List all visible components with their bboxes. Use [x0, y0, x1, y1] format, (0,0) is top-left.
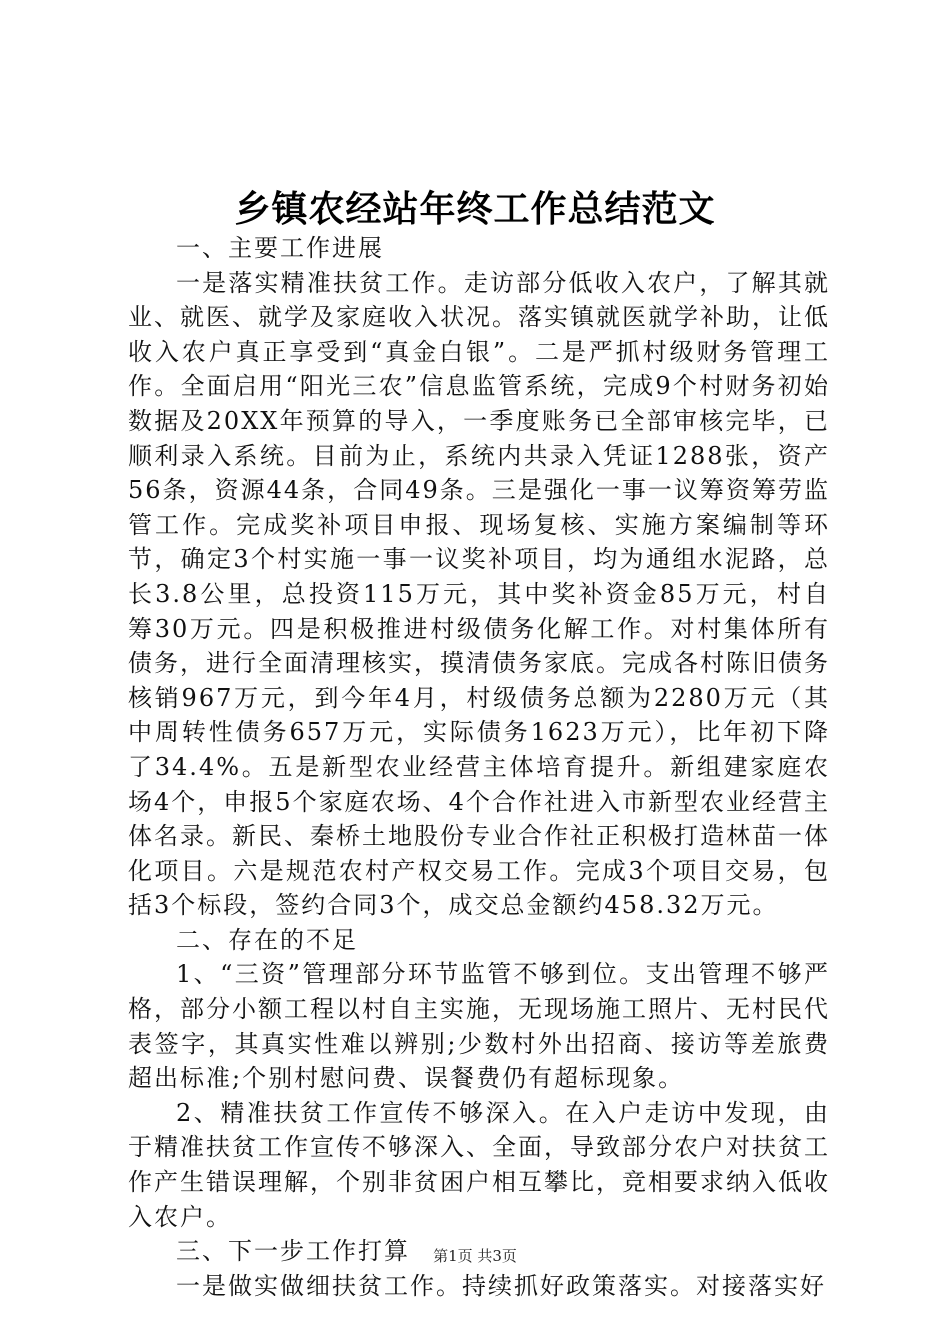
section-heading-progress: 一、主要工作进展	[176, 234, 384, 262]
paragraph-progress-details: 一是落实精准扶贫工作。走访部分低收入农户，了解其就业、就医、就学及家庭收入状况。落实镇就医就学补助，让低收入农户真正享受到“真金白银”。二是严抓村级财务管理工作。全面启用“阳光三农”信息监管系统，完成9个村财务初始数据及20XX年预算的导入，一季度账务已全部审核完毕，已顺利录入系统。目前为止，系统内共录入凭证1288张，资产56条，资源44条，合同49条。三是强化一事一议筹资筹劳监管工作。完成奖补项目申报、现场复核、实施方案编制等环节，确定3个村实施一事一议奖补项目，均为通组水泥路，总长3.8公里，总投资115万元，其中奖补资金85万元，村自筹30万元。四是积极推进村级债务化解工作。对村集体所有债务，进行全面清理核实，摸清债务家底。完成各村陈旧债务核销967万元，到今年4月，村级债务总额为2280万元（其中周转性债务657万元，实际债务1623万元），比年初下降了34.4%。五是新型农业经营主体培育提升。新组建家庭农场4个，申报5个家庭农场、4个合作社进入市新型农业经营主体名录。新民、秦桥土地股份专业合作社正积极打造林苗一体化项目。六是规范农村产权交易工作。完成3个项目交易，包括3个标段，签约合同3个，成交总金额约458.32万元。	[128, 268, 830, 920]
document-body	[128, 231, 830, 1303]
document-title: 乡镇农经站年终工作总结范文	[234, 188, 716, 230]
section-heading-shortcomings: 二、存在的不足	[176, 925, 358, 954]
paragraph-next-steps: 一是做实做细扶贫工作。持续抓好政策落实。对接落实好	[176, 1271, 826, 1300]
section-heading-next-steps: 三、下一步工作打算	[176, 1237, 410, 1266]
page-footer: 第1页 共3页	[433, 1247, 517, 1265]
paragraph-shortcoming-2: 2、精准扶贫工作宣传不够深入。在入户走访中发现，由于精准扶贫工作宣传不够深入、全面，导致部分农户对扶贫工作产生错误理解，个别非贫困户相互攀比，竞相要求纳入低收入农户。	[128, 1098, 830, 1231]
paragraph-shortcoming-1: 1、“三资”管理部分环节监管不够到位。支出管理不够严格，部分小额工程以村自主实施，无现场施工照片、无村民代表签字，其真实性难以辨别;少数村外出招商、接访等差旅费超出标准;个别村慰问费、误餐费仍有超标现象。	[128, 960, 830, 1093]
